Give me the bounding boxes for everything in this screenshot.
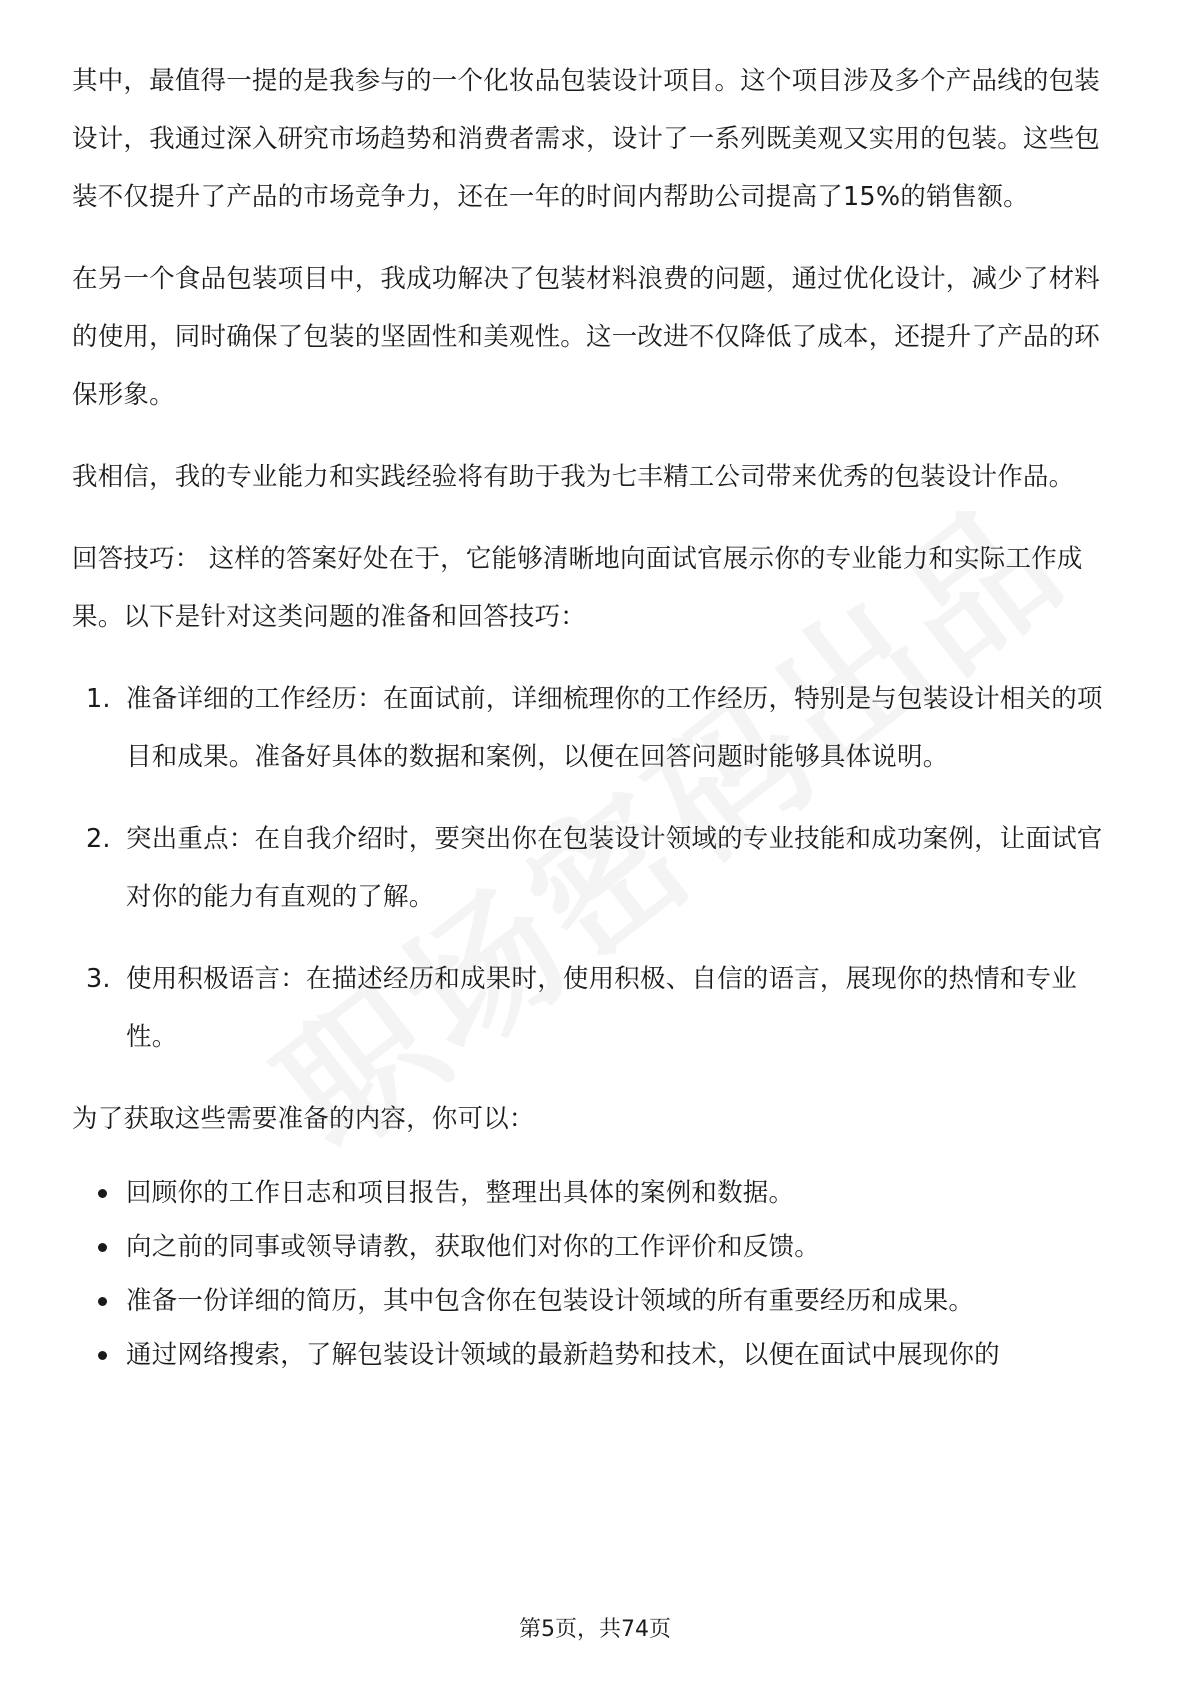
paragraph-answer-tips: 回答技巧： 这样的答案好处在于，它能够清晰地向面试官展示你的专业能力和实际工作成果。以下是针对这类问题的准备和回答技巧： xyxy=(72,544,1083,632)
list-item-text: 使用积极语言：在描述经历和成果时，使用积极、自信的语言，展现你的热情和专业性。 xyxy=(126,964,1077,1052)
bullet-icon xyxy=(98,1351,107,1360)
list-item xyxy=(72,950,1122,1066)
list-item-text: 突出重点：在自我介绍时，要突出你在包装设计领域的专业技能和成功案例，让面试官对你的能力有直观的了解。 xyxy=(126,824,1103,912)
paragraph-food-project: 在另一个食品包装项目中，我成功解决了包装材料浪费的问题，通过优化设计，减少了材料的使用，同时确保了包装的坚固性和美观性。这一改进不仅降低了成本，还提升了产品的环保形象。 xyxy=(72,264,1101,410)
paragraph-conclusion: 我相信，我的专业能力和实践经验将有助于我为七丰精工公司带来优秀的包装设计作品。 xyxy=(72,462,1075,492)
bullet-icon xyxy=(98,1243,107,1252)
list-item xyxy=(72,670,1122,786)
list-item xyxy=(72,1166,1122,1220)
list-item xyxy=(72,1328,1122,1382)
list-number: 1. xyxy=(86,684,111,714)
list-number: 2. xyxy=(86,824,111,854)
list-item-text: 回顾你的工作日志和项目报告，整理出具体的案例和数据。 xyxy=(126,1178,795,1208)
list-item-text: 通过网络搜索，了解包装设计领域的最新趋势和技术，以便在面试中展现你的 xyxy=(126,1340,1000,1370)
page-footer: 第5页，共74页 xyxy=(519,1617,671,1642)
paragraph-cosmetics-project: 其中，最值得一提的是我参与的一个化妆品包装设计项目。这个项目涉及多个产品线的包装设计，我通过深入研究市场趋势和消费者需求，设计了一系列既美观又实用的包装。这些包装不仅提升了产品的市场竞争力，还在一年的时间内帮助公司提高了15%的销售额。 xyxy=(72,66,1101,212)
list-item-text: 准备一份详细的简历，其中包含你在包装设计领域的所有重要经历和成果。 xyxy=(126,1286,975,1316)
list-item xyxy=(72,810,1122,926)
bullet-icon xyxy=(98,1297,107,1306)
list-item-text: 准备详细的工作经历：在面试前，详细梳理你的工作经历，特别是与包装设计相关的项目和成果。准备好具体的数据和案例，以便在回答问题时能够具体说明。 xyxy=(126,684,1103,772)
list-number: 3. xyxy=(86,964,111,994)
prep-list xyxy=(72,1166,1122,1382)
tips-list xyxy=(72,670,1122,1066)
bullet-icon xyxy=(98,1189,107,1198)
paragraph-prep-intro: 为了获取这些需要准备的内容，你可以： xyxy=(72,1104,535,1134)
list-item xyxy=(72,1220,1122,1274)
list-item-text: 向之前的同事或领导请教，获取他们对你的工作评价和反馈。 xyxy=(126,1232,820,1262)
list-item xyxy=(72,1274,1122,1328)
page-content xyxy=(72,52,1122,1382)
